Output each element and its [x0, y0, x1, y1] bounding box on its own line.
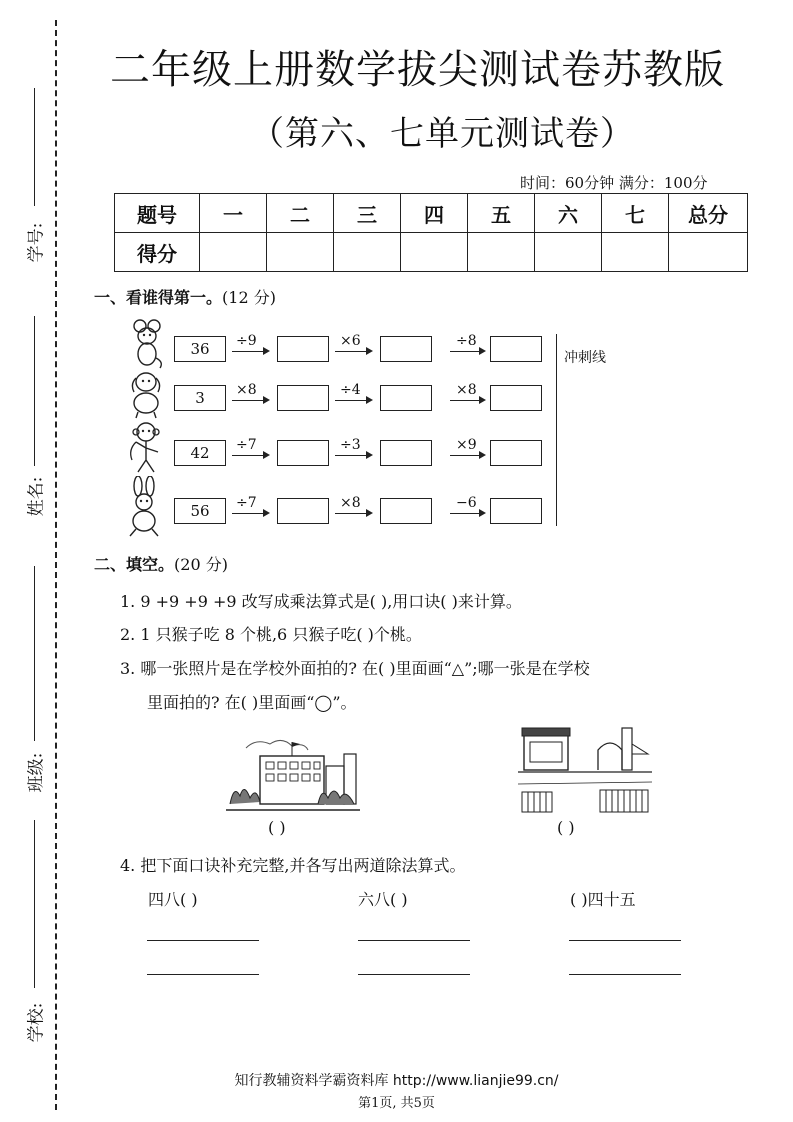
operation-label: ×6	[340, 333, 361, 349]
arrow-icon	[335, 513, 371, 514]
mouse-icon	[128, 318, 168, 370]
rabbit-icon	[122, 476, 168, 538]
question-3-line1: 3. 哪一张照片是在学校外面拍的? 在( )里面画“△”;哪一张是在学校	[120, 659, 590, 678]
arrow-icon	[232, 351, 268, 352]
score-cell[interactable]	[401, 233, 468, 272]
score-header-cell: 四	[401, 194, 468, 233]
answer-box[interactable]	[380, 385, 432, 411]
arrow-icon	[232, 400, 268, 401]
question-3-line2: 里面拍的? 在( )里面画“◯”。	[147, 693, 357, 712]
answer-line[interactable]	[569, 974, 681, 975]
score-table-header-row	[115, 194, 748, 233]
score-header-cell: 六	[535, 194, 602, 233]
answer-box[interactable]	[277, 385, 329, 411]
operation-label: ÷3	[340, 437, 361, 453]
question-1: 1. 9 +9 +9 +9 改写成乘法算式是( ),用口诀( )来计算。	[120, 592, 522, 611]
answer-line[interactable]	[147, 940, 259, 941]
score-header-cell: 二	[267, 194, 334, 233]
answer-box[interactable]	[490, 440, 542, 466]
score-table-score-row	[115, 233, 748, 272]
answer-box[interactable]	[380, 336, 432, 362]
footer-source: 知行教辅资料学霸资料库 http://www.lianjie99.cn/	[234, 1073, 559, 1089]
finish-line-label: 冲刺线	[564, 350, 606, 366]
page-title: 二年级上册数学拔尖测试卷苏教版	[110, 47, 725, 93]
binding-dashed-line	[55, 20, 57, 1110]
score-cell[interactable]	[669, 233, 748, 272]
operation-label: ÷7	[236, 495, 257, 511]
arrow-icon	[232, 455, 268, 456]
score-cell[interactable]	[468, 233, 535, 272]
arrow-icon	[450, 351, 484, 352]
arrow-icon	[335, 400, 371, 401]
exam-meta: 时间：60分钟 满分：100分	[520, 174, 708, 192]
answer-box[interactable]	[380, 440, 432, 466]
operation-label: −6	[456, 495, 477, 511]
student-id-rule	[34, 88, 35, 206]
arrow-icon	[232, 513, 268, 514]
class-rule	[34, 566, 35, 741]
section1-title: 一、看谁得第一。	[94, 288, 223, 307]
score-cell[interactable]	[334, 233, 401, 272]
start-number-box: 3	[174, 385, 226, 411]
answer-box[interactable]	[277, 440, 329, 466]
photo-inside-school	[518, 724, 652, 816]
answer-box[interactable]	[380, 498, 432, 524]
score-cell[interactable]	[535, 233, 602, 272]
answer-line[interactable]	[569, 940, 681, 941]
section1-heading	[94, 285, 276, 308]
student-id-label: 学号:	[26, 222, 47, 263]
photo-outside-blank[interactable]: ( )	[268, 818, 286, 837]
answer-line[interactable]	[147, 974, 259, 975]
score-header-cell: 五	[468, 194, 535, 233]
operation-label: ×9	[456, 437, 477, 453]
section1-points: (12 分)	[222, 288, 276, 307]
answer-box[interactable]	[277, 336, 329, 362]
finish-line	[556, 334, 557, 526]
answer-box[interactable]	[490, 385, 542, 411]
start-number-box: 56	[174, 498, 226, 524]
operation-label: ×8	[456, 382, 477, 398]
operation-label: ÷4	[340, 382, 361, 398]
rhyme-blank[interactable]: 四八( )	[148, 890, 198, 909]
question-2: 2. 1 只猴子吃 8 个桃,6 只猴子吃( )个桃。	[120, 625, 422, 644]
name-label: 姓名:	[26, 476, 47, 517]
operation-label: ×8	[236, 382, 257, 398]
section2-title: 二、填空。	[94, 555, 175, 574]
page-subtitle: （第六、七单元测试卷）	[250, 114, 635, 154]
start-number-box: 36	[174, 336, 226, 362]
section2-points: (20 分)	[174, 555, 228, 574]
score-cell[interactable]	[602, 233, 669, 272]
operation-label: ÷9	[236, 333, 257, 349]
footer-page-number: 第1页, 共5页	[358, 1096, 435, 1111]
score-row-label: 得分	[115, 233, 200, 272]
arrow-icon	[450, 400, 484, 401]
score-table	[114, 193, 748, 272]
arrow-icon	[335, 455, 371, 456]
rhyme-blank[interactable]: ( )四十五	[570, 890, 636, 909]
answer-line[interactable]	[358, 974, 470, 975]
section2-heading	[94, 552, 228, 575]
score-header-cell: 一	[200, 194, 267, 233]
operation-label: ÷8	[456, 333, 477, 349]
answer-line[interactable]	[358, 940, 470, 941]
score-cell[interactable]	[200, 233, 267, 272]
start-number-box: 42	[174, 440, 226, 466]
score-cell[interactable]	[267, 233, 334, 272]
photo-inside-blank[interactable]: ( )	[557, 818, 575, 837]
answer-box[interactable]	[490, 336, 542, 362]
score-header-cell: 题号	[115, 194, 200, 233]
rhyme-blank[interactable]: 六八( )	[358, 890, 408, 909]
school-label: 学校:	[26, 1002, 47, 1043]
class-label: 班级:	[26, 752, 47, 793]
score-header-cell: 七	[602, 194, 669, 233]
arrow-icon	[335, 351, 371, 352]
photo-outside-school	[226, 736, 360, 818]
answer-box[interactable]	[277, 498, 329, 524]
answer-box[interactable]	[490, 498, 542, 524]
dog-icon	[124, 370, 168, 420]
operation-label: ÷7	[236, 437, 257, 453]
school-rule	[34, 820, 35, 988]
arrow-icon	[450, 455, 484, 456]
monkey-icon	[124, 420, 168, 476]
name-rule	[34, 316, 35, 466]
score-header-cell: 总分	[669, 194, 748, 233]
question-4: 4. 把下面口诀补充完整,并各写出两道除法算式。	[120, 856, 466, 875]
score-header-cell: 三	[334, 194, 401, 233]
arrow-icon	[450, 513, 484, 514]
operation-label: ×8	[340, 495, 361, 511]
